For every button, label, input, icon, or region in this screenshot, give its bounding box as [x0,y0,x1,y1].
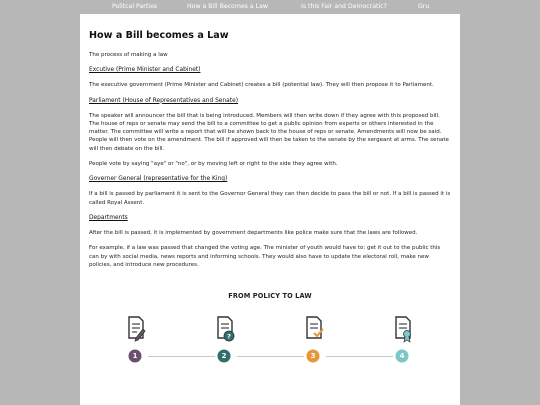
top-navigation [0,0,540,14]
parliament-voting-paragraph: People vote by saying "aye" or "no", or by moving left or right to the side they agree with. [89,161,338,168]
svg-text:?: ? [227,332,231,341]
step-3 [293,314,333,370]
document-ribbon-icon [382,314,422,370]
governor-general-paragraph: If a bill is passed by parliament it is sent to the Governor General they can then decide to pass the bill or not. If a bill is passed it is called Royal Assent. [89,191,451,206]
nav-item-gru[interactable]: Gru [418,3,430,10]
nav-item-political-parties[interactable]: Politcal Parties [112,3,158,10]
infographic-title: FROM POLICY TO LAW [228,292,312,301]
departments-example-paragraph: For example, if a law was passed that changed the voting age. The minister of youth would have to: get it out to the public this can by with social media, news reports and informing schools. They would also have to update the electoral roll, make new policies, and introduce new procedures. [89,245,441,268]
document-pencil-icon [115,314,155,370]
section-heading-parliament: Parliament (House of Representatives and Senate) [89,97,239,104]
parliament-paragraph: The speaker will announcer the bill that is being introduced. Members will then write down if they agree with this proposed bill. The house of reps or senate may send the bill to a committee to get a public opinion from experts or others interested in the matter. The committee will write a report that will be shown back to the house of reps or senate. Amendments will now be said. People will then vote on the amendment. The bill if approved will then be taken to the senate by the sergeant at arms. The senate will then debate on the bill. [89,112,449,152]
nav-item-is-this-fair[interactable]: Is this Fair and Democratic? [301,3,387,10]
page-title: How a Bill becomes a Law [89,30,229,41]
step-number: 3 [310,352,316,361]
executive-paragraph: The executive government (Prime Minister and Cabinet) creates a bill (potential law). They will then propose it to Parliament. [89,82,434,89]
main-content [80,14,460,405]
step-4 [382,314,422,370]
document-question-icon [204,314,244,370]
infographic-steps [89,314,451,374]
section-heading-departments: Departments [89,214,128,221]
section-heading-governor-general: Governer General (representative for the King) [89,176,228,183]
policy-to-law-infographic [89,292,451,374]
step-2 [204,314,244,370]
document-check-icon [293,314,333,370]
section-heading-executive: Excutive (Prime Minister and Cabinet) [89,67,201,74]
step-number: 4 [399,352,405,361]
intro-text: The process of making a law [89,52,168,58]
step-number: 1 [132,352,138,361]
nav-item-how-a-bill-becomes-a-law[interactable]: How a Bill Becomes a Law [187,3,268,10]
departments-paragraph: After the bill is passed, it is implemented by government departments like police make sure that the laws are followed. [89,229,418,236]
step-number: 2 [221,352,227,361]
step-1 [115,314,155,370]
